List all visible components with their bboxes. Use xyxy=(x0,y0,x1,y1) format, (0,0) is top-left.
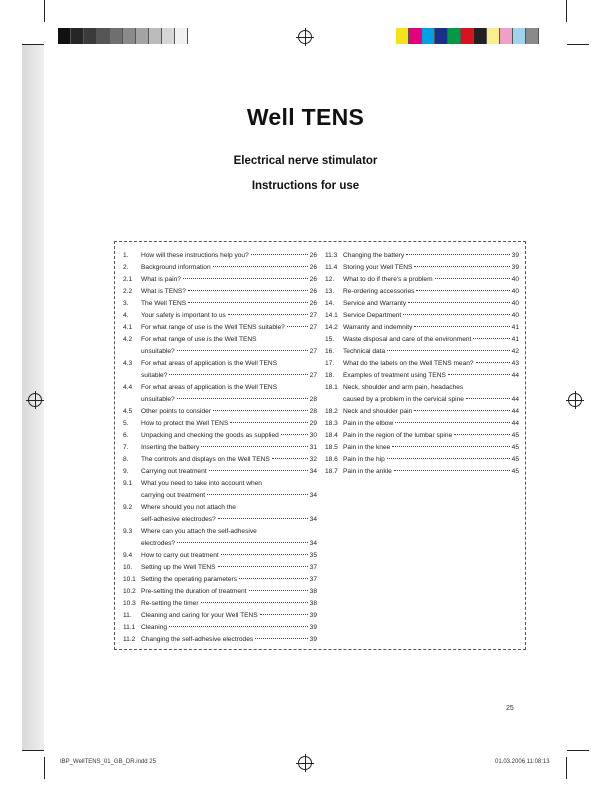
crop-mark xyxy=(567,44,589,45)
toc-entry-number: 18. xyxy=(325,372,335,379)
toc-entry-page: 27 xyxy=(309,312,317,319)
toc-entry-page: 28 xyxy=(309,396,317,403)
toc-entry-number: 18.2 xyxy=(325,408,338,415)
toc-entry-page: 45 xyxy=(511,432,519,439)
toc-leader-dots xyxy=(188,290,308,291)
toc-entry-number: 3. xyxy=(123,300,129,307)
toc-entry-page: 34 xyxy=(309,540,317,547)
toc-entry-number: 7. xyxy=(123,444,129,451)
toc-entry-title: Cleaning xyxy=(141,624,168,631)
toc-entry-page: 40 xyxy=(511,288,519,295)
toc-leader-dots xyxy=(188,302,307,303)
toc-entry xyxy=(123,358,317,382)
toc-entry-page: 34 xyxy=(309,492,317,499)
color-swatch xyxy=(71,28,84,44)
toc-entry-number: 6. xyxy=(123,432,129,439)
toc-entry-number: 5. xyxy=(123,420,129,427)
toc-entry-number: 18.5 xyxy=(325,444,338,451)
color-swatch xyxy=(175,28,188,44)
toc-leader-dots xyxy=(169,374,307,375)
toc-entry-page: 40 xyxy=(511,300,519,307)
toc-entry-page: 38 xyxy=(309,588,317,595)
toc-leader-dots xyxy=(454,434,509,435)
toc-entry xyxy=(325,430,519,442)
toc-entry-page: 44 xyxy=(511,420,519,427)
toc-entry-page: 45 xyxy=(511,444,519,451)
toc-leader-dots xyxy=(387,350,510,351)
toc-entry-title: carrying out treatment xyxy=(141,492,206,499)
toc-entry-number: 2.1 xyxy=(123,276,133,283)
toc-entry-number: 9.4 xyxy=(123,552,133,559)
toc-entry-title: Unpacking and checking the goods as supplied xyxy=(141,432,279,439)
toc-leader-dots xyxy=(414,266,509,267)
color-swatch xyxy=(149,28,162,44)
toc-entry xyxy=(325,442,519,454)
toc-entry xyxy=(123,622,317,634)
toc-leader-dots xyxy=(201,446,307,447)
document-title: Well TENS xyxy=(246,104,365,130)
toc-entry xyxy=(325,358,519,370)
color-swatch xyxy=(448,28,461,44)
toc-leader-dots xyxy=(287,326,308,327)
toc-entry-title: Neck, shoulder and arm pain, headaches xyxy=(343,384,464,391)
footer-filename: IBP_WellTENS_01_GB_DR.indd 25 xyxy=(60,759,156,765)
toc-entry-page: 41 xyxy=(511,324,519,331)
toc-entry xyxy=(325,274,519,286)
toc-entry xyxy=(123,634,317,646)
toc-entry-number: 10. xyxy=(123,564,133,571)
toc-entry xyxy=(123,442,317,454)
toc-leader-dots xyxy=(408,302,510,303)
toc-entry xyxy=(123,610,317,622)
toc-leader-dots xyxy=(414,326,509,327)
toc-entry-number: 10.3 xyxy=(123,600,136,607)
toc-leader-dots xyxy=(448,374,510,375)
toc-entry-page: 31 xyxy=(309,444,317,451)
toc-leader-dots xyxy=(476,362,510,363)
toc-entry-page: 40 xyxy=(511,276,519,283)
toc-entry xyxy=(123,550,317,562)
color-swatch xyxy=(487,28,500,44)
crop-mark xyxy=(566,757,567,779)
color-swatch xyxy=(513,28,526,44)
color-swatch xyxy=(58,28,71,44)
toc-entry-page: 26 xyxy=(309,276,317,283)
toc-entry-page: 34 xyxy=(309,468,317,475)
toc-entry-number: 17. xyxy=(325,360,335,367)
toc-entry-title: For what areas of application is the Well TENS xyxy=(141,384,278,391)
toc-entry-title: Waste disposal and care of the environment xyxy=(343,336,472,343)
toc-entry-page: 39 xyxy=(511,252,519,259)
crop-mark xyxy=(22,750,44,751)
toc-entry-title: Your safety is important to us xyxy=(141,312,226,319)
toc-entry-page: 44 xyxy=(511,372,519,379)
toc-entry xyxy=(123,406,317,418)
toc-entry-page: 39 xyxy=(309,636,317,643)
toc-entry-number: 18.1 xyxy=(325,384,338,391)
toc-entry-title: What you need to take into account when xyxy=(141,480,262,487)
toc-leader-dots xyxy=(416,290,509,291)
toc-entry xyxy=(325,298,519,310)
toc-entry-title: Inserting the battery xyxy=(141,444,200,451)
toc-leader-dots xyxy=(395,422,509,423)
toc-entry-title: Examples of treatment using TENS xyxy=(343,372,446,379)
toc-entry-title: What is TENS? xyxy=(141,288,186,295)
toc-leader-dots xyxy=(387,458,510,459)
toc-entry-title: Pain in the region of the lumbar spine xyxy=(343,432,453,439)
toc-entry-number: 15. xyxy=(325,336,335,343)
toc-leader-dots xyxy=(281,434,308,435)
toc-entry-page: 35 xyxy=(309,552,317,559)
toc-entry-number: 9. xyxy=(123,468,129,475)
toc-entry-title: self-adhesive electrodes? xyxy=(141,516,216,523)
page-number: 25 xyxy=(506,705,514,712)
toc-entry xyxy=(325,466,519,478)
toc-entry-number: 18.4 xyxy=(325,432,338,439)
toc-leader-dots xyxy=(201,602,308,603)
toc-entry-page: 29 xyxy=(309,420,317,427)
toc-entry-title: Changing the self-adhesive electrodes xyxy=(141,636,254,643)
toc-entry-title: Service Department xyxy=(343,312,402,319)
toc-leader-dots xyxy=(255,638,307,639)
toc-entry-title: Setting up the Well TENS xyxy=(141,564,216,571)
toc-leader-dots xyxy=(230,422,307,423)
toc-leader-dots xyxy=(213,266,308,267)
toc-entry-number: 11.2 xyxy=(123,636,136,643)
toc-entry-title: Carrying out treatment xyxy=(141,468,207,475)
toc-entry-page: 44 xyxy=(511,396,519,403)
toc-entry-number: 11.4 xyxy=(325,264,338,271)
toc-entry-number: 11. xyxy=(123,612,132,619)
toc-entry-title: Pain in the hip xyxy=(343,456,385,463)
toc-entry-number: 14. xyxy=(325,300,335,307)
toc-entry xyxy=(123,418,317,430)
toc-entry-page: 30 xyxy=(309,432,317,439)
document-subtitle: Electrical nerve stimulator xyxy=(233,155,378,167)
toc-leader-dots xyxy=(207,494,308,495)
color-swatch xyxy=(123,28,136,44)
toc-entry-number: 8. xyxy=(123,456,129,463)
toc-entry xyxy=(325,370,519,382)
toc-leader-dots xyxy=(406,254,509,255)
toc-leader-dots xyxy=(272,458,308,459)
toc-entry-page: 39 xyxy=(309,612,317,619)
toc-entry-page: 26 xyxy=(309,288,317,295)
toc-entry-title: Technical data xyxy=(343,348,386,355)
color-swatch xyxy=(461,28,474,44)
toc-entry-title: Cleaning and caring for your Well TENS xyxy=(141,612,258,619)
toc-entry-page: 26 xyxy=(309,300,317,307)
toc-entry-number: 4.1 xyxy=(123,324,133,331)
toc-entry-title: Where should you not attach the xyxy=(141,504,236,511)
registration-mark-icon xyxy=(28,393,42,407)
toc-entry-number: 18.7 xyxy=(325,468,338,475)
toc-entry-page: 27 xyxy=(309,324,317,331)
toc-entry xyxy=(123,322,317,334)
toc-entry xyxy=(123,250,317,262)
color-swatch xyxy=(396,28,409,44)
toc-entry xyxy=(325,334,519,346)
toc-entry-number: 2.2 xyxy=(123,288,133,295)
toc-leader-dots xyxy=(473,338,509,339)
toc-entry xyxy=(123,274,317,286)
toc-entry-page: 43 xyxy=(511,360,519,367)
toc-entry xyxy=(325,322,519,334)
color-swatch xyxy=(162,28,175,44)
crop-mark xyxy=(567,750,589,751)
toc-leader-dots xyxy=(209,470,308,471)
color-swatch xyxy=(84,28,97,44)
toc-leader-dots xyxy=(394,470,510,471)
toc-leader-dots xyxy=(260,614,308,615)
toc-leader-dots xyxy=(228,314,308,315)
toc-entry-title: For what areas of application is the Well TENS xyxy=(141,360,278,367)
toc-entry-page: 45 xyxy=(511,456,519,463)
toc-leader-dots xyxy=(218,518,308,519)
toc-entry xyxy=(123,466,317,478)
toc-entry-page: 44 xyxy=(511,408,519,415)
toc-leader-dots xyxy=(169,626,308,627)
toc-entry xyxy=(325,382,519,406)
toc-entry-title: How to protect the Well TENS xyxy=(141,420,229,427)
toc-entry xyxy=(123,586,317,598)
toc-entry-number: 4.2 xyxy=(123,336,133,343)
crop-mark xyxy=(22,44,44,45)
toc-entry-title: How to carry out treatment xyxy=(141,552,219,559)
process-colorbar xyxy=(396,28,539,44)
registration-mark-icon xyxy=(568,393,582,407)
toc-entry-page: 39 xyxy=(511,264,519,271)
toc-entry-page: 37 xyxy=(309,564,317,571)
color-swatch xyxy=(526,28,539,44)
toc-leader-dots xyxy=(213,410,308,411)
crop-mark xyxy=(44,0,45,22)
toc-entry-title: How will these instructions help you? xyxy=(141,252,249,259)
grayscale-colorbar xyxy=(58,28,188,44)
toc-leader-dots xyxy=(183,278,308,279)
toc-entry-title: Re-ordering accessories xyxy=(343,288,415,295)
toc-entry xyxy=(325,310,519,322)
color-swatch xyxy=(409,28,422,44)
table-of-contents xyxy=(114,241,526,650)
toc-entry-number: 14.2 xyxy=(325,324,338,331)
toc-leader-dots xyxy=(221,554,308,555)
toc-entry-title: The Well TENS xyxy=(141,300,187,307)
toc-entry-title: suitable? xyxy=(141,372,168,379)
toc-entry xyxy=(325,286,519,298)
toc-leader-dots xyxy=(414,410,509,411)
toc-entry-page: 27 xyxy=(309,372,317,379)
toc-leader-dots xyxy=(177,350,308,351)
toc-entry-title: Where can you attach the self-adhesive xyxy=(141,528,257,535)
toc-entry-number: 10.1 xyxy=(123,576,136,583)
toc-entry xyxy=(123,262,317,274)
toc-entry-number: 4.4 xyxy=(123,384,133,391)
toc-entry-title: unsuitable? xyxy=(141,396,175,403)
toc-entry xyxy=(123,598,317,610)
toc-entry-title: unsuitable? xyxy=(141,348,175,355)
toc-leader-dots xyxy=(249,590,308,591)
toc-entry-number: 4. xyxy=(123,312,129,319)
registration-mark-icon xyxy=(298,30,312,44)
toc-entry-title: For what range of use is the Well TENS suitable? xyxy=(141,324,285,331)
color-swatch xyxy=(435,28,448,44)
toc-leader-dots xyxy=(177,398,308,399)
toc-column-right xyxy=(325,250,519,478)
toc-entry-number: 2. xyxy=(123,264,129,271)
toc-entry-page: 34 xyxy=(309,516,317,523)
toc-entry-title: Storing your Well TENS xyxy=(343,264,413,271)
toc-entry xyxy=(123,478,317,502)
toc-entry xyxy=(123,502,317,526)
toc-entry-title: Other points to consider xyxy=(141,408,212,415)
toc-entry xyxy=(123,382,317,406)
toc-entry-page: 41 xyxy=(511,336,519,343)
crop-mark xyxy=(566,0,567,22)
toc-entry-number: 18.3 xyxy=(325,420,338,427)
toc-entry xyxy=(325,346,519,358)
toc-entry-page: 38 xyxy=(309,600,317,607)
color-swatch xyxy=(500,28,513,44)
toc-entry-number: 16. xyxy=(325,348,335,355)
toc-entry-page: 40 xyxy=(511,312,519,319)
toc-entry-page: 28 xyxy=(309,408,317,415)
toc-entry-number: 10.2 xyxy=(123,588,136,595)
toc-leader-dots xyxy=(218,566,308,567)
toc-leader-dots xyxy=(392,446,509,447)
toc-entry xyxy=(325,418,519,430)
toc-entry-number: 12. xyxy=(325,276,335,283)
toc-entry-title: Pain in the knee xyxy=(343,444,391,451)
toc-leader-dots xyxy=(239,578,308,579)
toc-entry-number: 14.1 xyxy=(325,312,338,319)
toc-entry-title: For what range of use is the Well TENS xyxy=(141,336,257,343)
toc-leader-dots xyxy=(435,278,510,279)
toc-entry-number: 1. xyxy=(123,252,129,259)
toc-entry-title: The controls and displays on the Well TENS xyxy=(141,456,270,463)
toc-entry-title: Neck and shoulder pain xyxy=(343,408,413,415)
color-swatch xyxy=(474,28,487,44)
footer-timestamp: 01.03.2006 11:08:13 xyxy=(495,759,550,765)
toc-entry-page: 26 xyxy=(309,264,317,271)
toc-entry-number: 9.2 xyxy=(123,504,133,511)
toc-entry-title: electrodes? xyxy=(141,540,176,547)
toc-entry-title: What to do if there's a problem xyxy=(343,276,433,283)
toc-entry-number: 13. xyxy=(325,288,335,295)
toc-entry-page: 42 xyxy=(511,348,519,355)
toc-entry-page: 39 xyxy=(309,624,317,631)
toc-entry-title: Pain in the ankle xyxy=(343,468,392,475)
toc-entry xyxy=(123,562,317,574)
toc-entry xyxy=(325,250,519,262)
toc-entry-title: Background information xyxy=(141,264,211,271)
color-swatch xyxy=(136,28,149,44)
toc-entry-number: 9.3 xyxy=(123,528,133,535)
toc-entry-title: Setting the operating parameters xyxy=(141,576,238,583)
toc-entry-title: Changing the battery xyxy=(343,252,405,259)
toc-entry-page: 32 xyxy=(309,456,317,463)
document-heading: Instructions for use xyxy=(251,180,360,192)
toc-entry-number: 11.3 xyxy=(325,252,338,259)
toc-entry-title: Re-setting the timer xyxy=(141,600,199,607)
toc-entry-title: Service and Warranty xyxy=(343,300,407,307)
color-swatch xyxy=(97,28,110,44)
toc-entry-title: Pain in the elbow xyxy=(343,420,394,427)
color-swatch xyxy=(110,28,123,44)
toc-entry xyxy=(325,406,519,418)
toc-entry-page: 45 xyxy=(511,468,519,475)
toc-leader-dots xyxy=(177,542,308,543)
toc-entry-title: What is pain? xyxy=(141,276,181,283)
color-swatch xyxy=(422,28,435,44)
toc-entry-page: 37 xyxy=(309,576,317,583)
toc-entry-number: 9.1 xyxy=(123,480,133,487)
toc-entry xyxy=(123,454,317,466)
toc-entry xyxy=(325,454,519,466)
toc-entry xyxy=(325,262,519,274)
toc-entry-number: 4.3 xyxy=(123,360,133,367)
toc-entry-title: Warranty and indemnity xyxy=(343,324,413,331)
toc-entry xyxy=(123,430,317,442)
toc-entry xyxy=(123,526,317,550)
toc-entry-title: What do the labels on the Well TENS mean? xyxy=(343,360,474,367)
toc-entry xyxy=(123,574,317,586)
toc-entry-page: 26 xyxy=(309,252,317,259)
toc-entry-number: 4.5 xyxy=(123,408,133,415)
toc-entry-page: 27 xyxy=(309,348,317,355)
toc-entry xyxy=(123,298,317,310)
toc-entry-title: Pre-setting the duration of treatment xyxy=(141,588,247,595)
toc-entry xyxy=(123,310,317,322)
toc-entry xyxy=(123,286,317,298)
registration-mark-icon xyxy=(298,756,312,770)
toc-entry-number: 18.6 xyxy=(325,456,338,463)
toc-entry-number: 11.1 xyxy=(123,624,136,631)
toc-leader-dots xyxy=(251,254,308,255)
crop-mark xyxy=(44,757,45,779)
toc-column-left xyxy=(123,250,317,646)
toc-leader-dots xyxy=(403,314,509,315)
toc-leader-dots xyxy=(466,398,510,399)
toc-entry xyxy=(123,334,317,358)
toc-entry-title: caused by a problem in the cervical spine xyxy=(343,396,464,403)
